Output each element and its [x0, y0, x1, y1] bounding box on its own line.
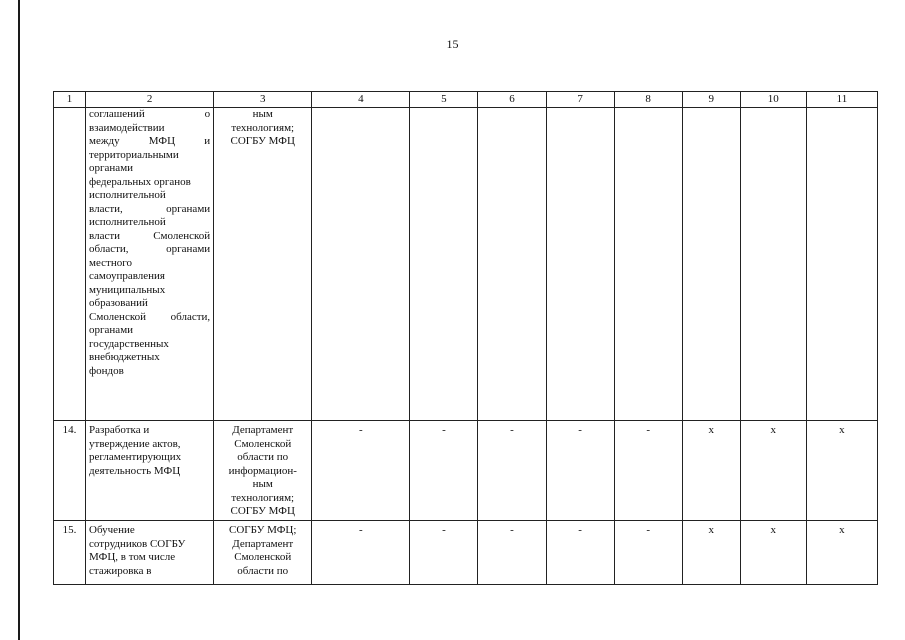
responsible-party-line: ным: [252, 108, 273, 120]
responsible-party: [214, 521, 312, 585]
responsible-party-line: технологиям;: [231, 121, 295, 134]
value-cell: [682, 108, 740, 421]
activity-name-line: органами: [89, 162, 134, 174]
header-row: [54, 92, 878, 108]
responsible-party-line: СОГБУ МФЦ: [230, 135, 295, 147]
responsible-party: [214, 108, 312, 421]
row-number: 15.: [54, 521, 86, 585]
activity-name-line: Разработка и: [89, 424, 150, 436]
activity-name-line: государственных: [89, 337, 169, 350]
row-number: 14.: [54, 421, 86, 521]
activity-name: [86, 521, 214, 585]
value-cell: -: [410, 521, 478, 585]
activity-name-line: деятельность МФЦ: [89, 464, 181, 477]
value-cell: -: [312, 421, 410, 521]
responsible-party-line: информацион-: [228, 464, 297, 477]
value-cell: [614, 108, 682, 421]
left-margin-rule: [18, 0, 20, 640]
activity-name-line: Обучение: [89, 524, 135, 536]
column-header: 8: [614, 92, 682, 108]
table-row: [54, 521, 878, 585]
value-cell: -: [312, 521, 410, 585]
activity-name-line: исполнительной: [89, 216, 166, 228]
responsible-party-line: ным: [252, 478, 273, 490]
activity-name-line: внебюджетных: [89, 351, 160, 363]
value-cell: [546, 108, 614, 421]
column-header: 2: [86, 92, 214, 108]
responsible-party-line: технологиям;: [231, 491, 295, 504]
activity-name-line: местного: [89, 256, 132, 269]
activity-name-line: стажировка в: [89, 564, 152, 577]
value-cell: х: [806, 421, 877, 521]
column-header: 5: [410, 92, 478, 108]
column-header: 11: [806, 92, 877, 108]
value-cell: х: [682, 521, 740, 585]
value-cell: х: [806, 521, 877, 585]
value-cell: [478, 108, 546, 421]
column-header: 1: [54, 92, 86, 108]
activity-name-line: муниципальных: [89, 283, 166, 296]
responsible-party: [214, 421, 312, 521]
column-header: 10: [740, 92, 806, 108]
value-cell: -: [546, 421, 614, 521]
activity-name-line: взаимодействии: [89, 121, 165, 134]
activity-name-line: между МФЦ и: [89, 135, 211, 147]
column-header: 9: [682, 92, 740, 108]
value-cell: -: [478, 421, 546, 521]
page-number: 15: [446, 37, 459, 51]
column-header: 7: [546, 92, 614, 108]
responsible-party-line: области по: [237, 564, 289, 577]
activity-name-line: области, органами: [89, 243, 211, 255]
column-header: 6: [478, 92, 546, 108]
activity-name-line: органами: [89, 324, 134, 336]
responsible-party-line: Департамент: [232, 537, 294, 550]
activity-name: [86, 108, 214, 421]
value-cell: -: [410, 421, 478, 521]
responsible-party-line: СОГБУ МФЦ;: [229, 524, 297, 536]
value-cell: -: [546, 521, 614, 585]
responsible-party-line: Смоленской: [234, 437, 292, 450]
activity-name-line: исполнительной: [89, 189, 166, 201]
value-cell: [740, 108, 806, 421]
activity-name-line: соглашений о: [89, 108, 211, 120]
value-cell: -: [614, 421, 682, 521]
activity-name-line: регламентирующих: [89, 451, 182, 463]
responsible-party-line: Смоленской: [234, 551, 292, 563]
activity-name-line: власти, органами: [89, 202, 211, 215]
value-cell: [312, 108, 410, 421]
column-header: 3: [214, 92, 312, 108]
value-cell: -: [614, 521, 682, 585]
table-row: [54, 421, 878, 521]
responsible-party-line: Департамент: [232, 424, 294, 436]
activity-name-line: власти Смоленской: [89, 229, 211, 242]
responsible-party-line: СОГБУ МФЦ: [230, 505, 295, 517]
responsible-party-line: области по: [237, 451, 289, 463]
value-cell: [806, 108, 877, 421]
activity-name-line: Смоленской области,: [89, 310, 211, 323]
activity-name: [86, 421, 214, 521]
value-cell: [410, 108, 478, 421]
activity-name-line: утверждение актов,: [89, 437, 181, 450]
data-table: [53, 91, 878, 585]
value-cell: х: [740, 521, 806, 585]
activity-name-line: федеральных органов: [89, 175, 191, 188]
activity-name-line: образований: [89, 297, 148, 309]
row-number: [54, 108, 86, 421]
column-header: 4: [312, 92, 410, 108]
value-cell: -: [478, 521, 546, 585]
table-row: [54, 108, 878, 421]
activity-name-line: сотрудников СОГБУ: [89, 537, 186, 550]
value-cell: х: [740, 421, 806, 521]
activity-name-line: самоуправления: [89, 270, 165, 282]
activity-name-line: МФЦ, в том числе: [89, 551, 176, 563]
activity-name-line: фондов: [89, 364, 124, 377]
activity-name-line: территориальными: [89, 148, 179, 161]
value-cell: х: [682, 421, 740, 521]
